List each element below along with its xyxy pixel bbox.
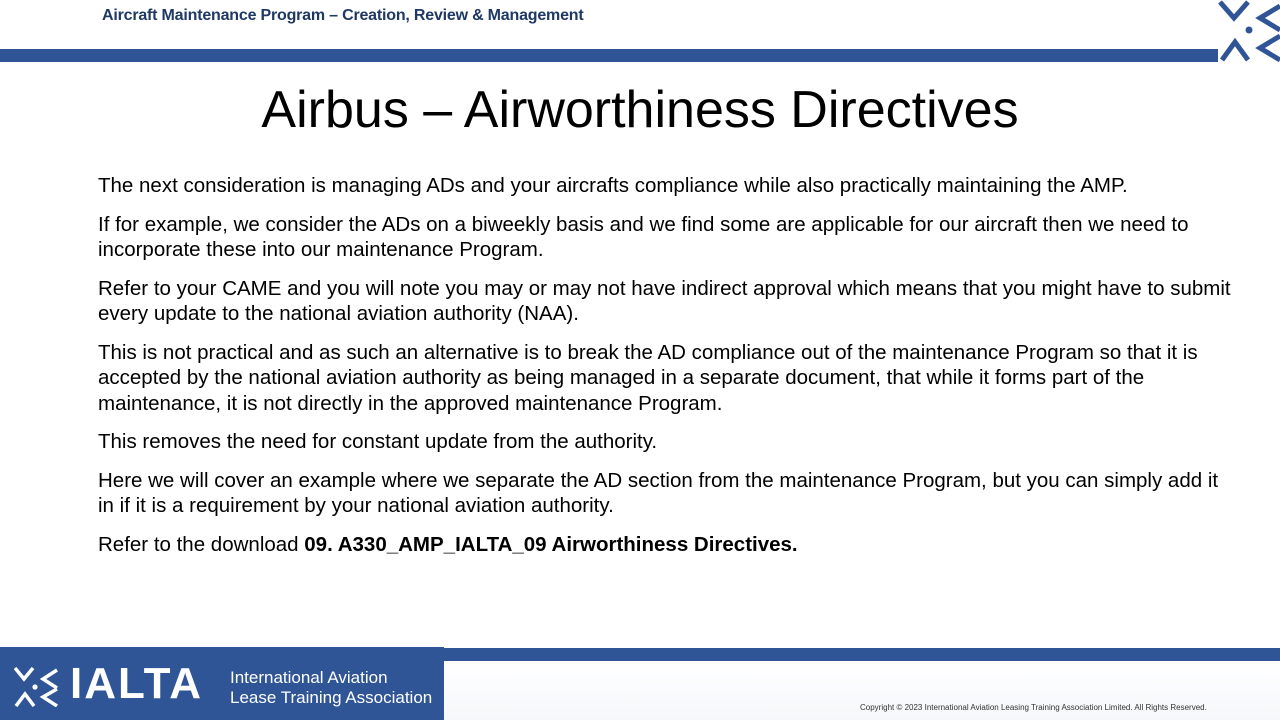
download-paragraph <box>98 532 1238 558</box>
ialta-logo-mark-icon <box>14 667 58 707</box>
slide-body <box>98 173 1238 570</box>
header-title: Aircraft Maintenance Program – Creation, Review & Management <box>102 7 584 24</box>
footer-logo <box>0 647 444 720</box>
paragraph: This is not practical and as such an alternative is to break the AD compliance out of the maintenance Program so that it is accepted by the national aviation authority as being managed in a separate document, that while it forms part of the maintenance, it is not directly in the approved maintenance Program. <box>98 340 1198 415</box>
header-bar <box>0 49 1218 62</box>
ialta-full-name <box>230 668 432 708</box>
ialta-name-line: International Aviation <box>230 668 388 687</box>
paragraph: Refer to your CAME and you will note you may or may not have indirect approval which means that you might have to submit every update to the national aviation authority (NAA). <box>98 276 1231 325</box>
download-file-name: 09. A330_AMP_IALTA_09 Airworthiness Directives. <box>304 532 798 556</box>
footer-bar <box>444 648 1280 661</box>
paragraph: If for example, we consider the ADs on a biweekly basis and we find some are applicable for our aircraft then we need to incorporate these into our maintenance Program. <box>98 212 1189 261</box>
paragraph: Here we will cover an example where we separate the AD section from the maintenance Program, but you can simply add it in if it is a requirement by your national aviation authority. <box>98 468 1219 517</box>
ialta-logo-word: IALTA <box>70 659 203 708</box>
copyright-notice: Copyright © 2023 International Aviation Leasing Training Association Limited. All Rights Reserved. <box>860 703 1207 712</box>
ialta-name-line: Lease Training Association <box>230 688 433 707</box>
paragraph: This removes the need for constant update from the authority. <box>98 430 658 453</box>
slide-title: Airbus – Airworthiness Directives <box>261 81 1019 139</box>
ialta-corner-logo-icon <box>1218 0 1280 62</box>
download-prefix: Refer to the download <box>98 532 305 556</box>
paragraph: The next consideration is managing ADs and your aircrafts compliance while also practically maintaining the AMP. <box>98 174 1128 197</box>
